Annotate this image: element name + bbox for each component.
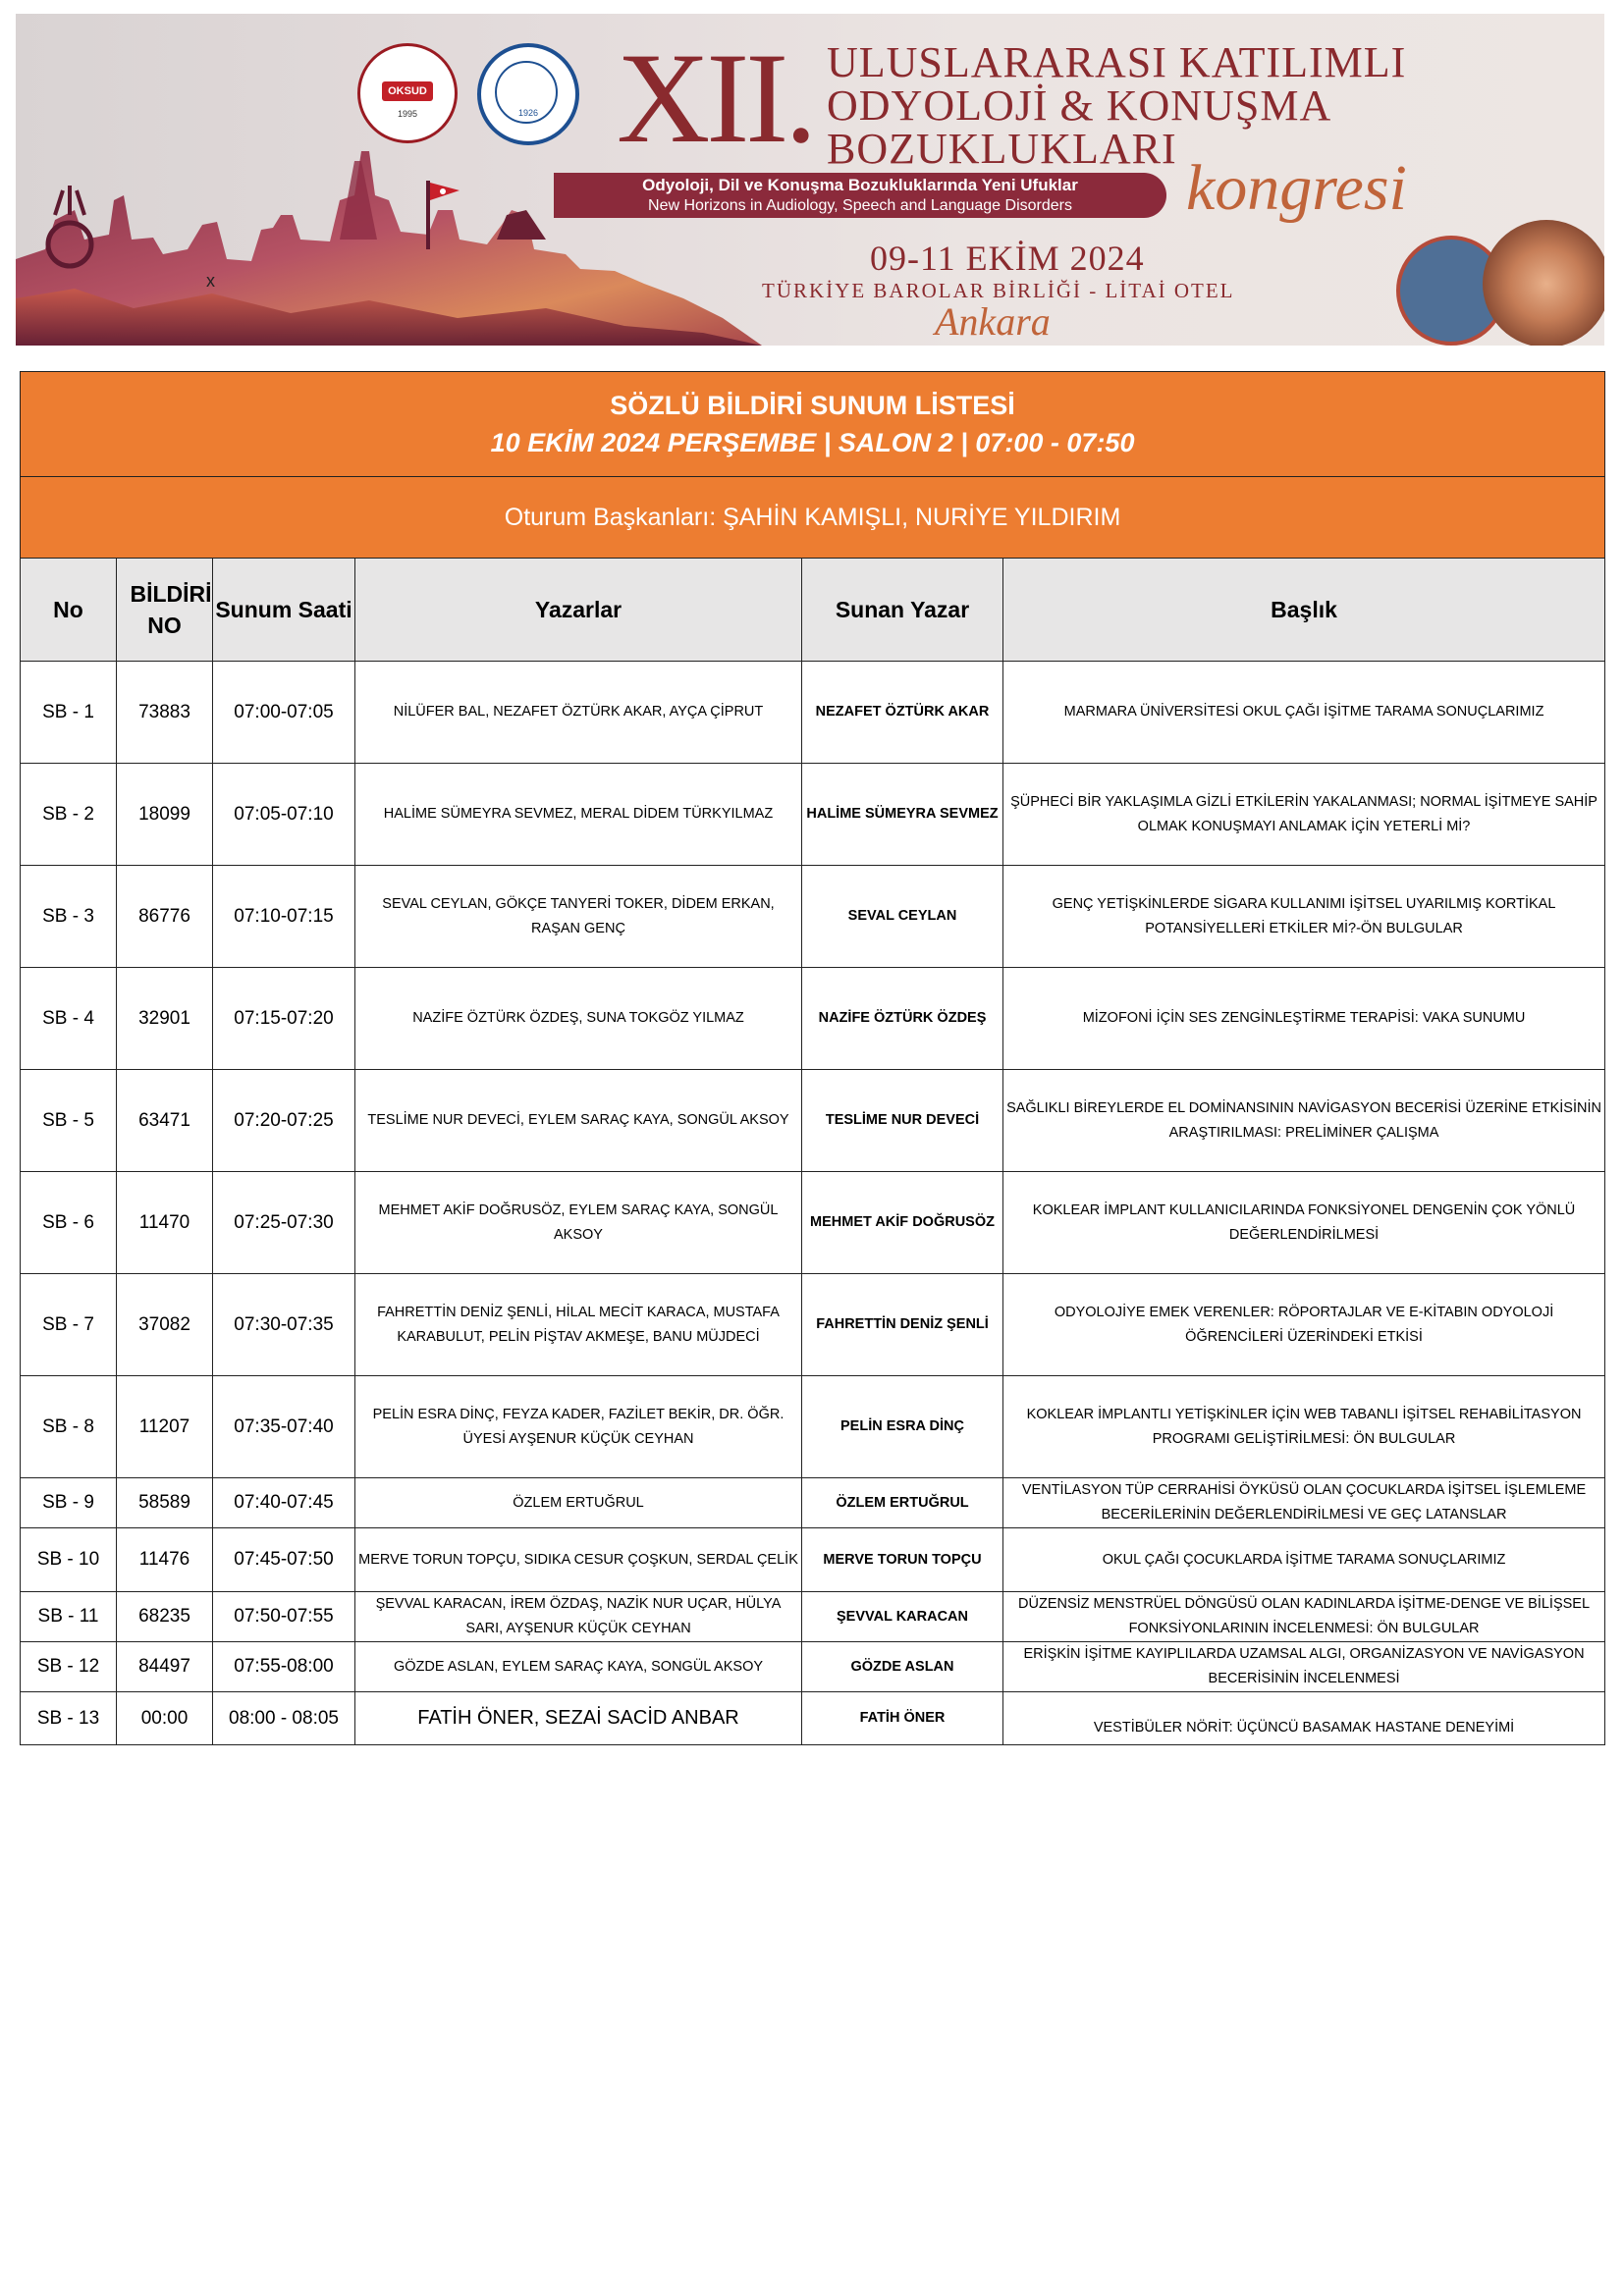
- cell-bildiri-no: 84497: [117, 1642, 213, 1692]
- cell-baslik: GENÇ YETİŞKİNLERDE SİGARA KULLANIMI İŞİTSEL UYARILMIŞ KORTİKAL POTANSİYELLERİ ETKİLER Mİ?-ÖN BULGULAR: [1003, 866, 1605, 968]
- session-chairs-row: [21, 477, 1605, 559]
- congress-word: kongresi: [1186, 152, 1407, 224]
- table-row: [21, 1172, 1605, 1274]
- table-row: [21, 1528, 1605, 1592]
- col-header-baslik: Başlık: [1003, 559, 1605, 662]
- cell-baslik: SAĞLIKLI BİREYLERDE EL DOMİNANSININ NAVİGASYON BECERİSİ ÜZERİNE ETKİSİNİN ARAŞTIRILMASI: PRELİMİNER ÇALIŞMA: [1003, 1070, 1605, 1172]
- cell-bildiri-no: 00:00: [117, 1692, 213, 1745]
- cell-no: SB - 1: [21, 662, 117, 764]
- stray-mark: x: [206, 271, 215, 291]
- cell-sunan-yazar: ŞEVVAL KARACAN: [802, 1592, 1003, 1642]
- cell-sunum-saati: 07:00-07:05: [213, 662, 355, 764]
- table-title: SÖZLÜ BİLDİRİ SUNUM LİSTESİ: [610, 391, 1015, 420]
- table-row: [21, 1070, 1605, 1172]
- cell-no: SB - 12: [21, 1642, 117, 1692]
- cell-baslik: VESTİBÜLER NÖRİT: ÜÇÜNCÜ BASAMAK HASTANE DENEYİMİ: [1003, 1692, 1605, 1745]
- cell-yazarlar: ŞEVVAL KARACAN, İREM ÖZDAŞ, NAZİK NUR UÇAR, HÜLYA SARI, AYŞENUR KÜÇÜK CEYHAN: [355, 1592, 802, 1642]
- cell-baslik: ERİŞKİN İŞİTME KAYIPLILARDA UZAMSAL ALGI, ORGANİZASYON VE NAVİGASYON BECERİSİNİN İNCELENMESİ: [1003, 1642, 1605, 1692]
- cell-no: SB - 7: [21, 1274, 117, 1376]
- cell-yazarlar: ÖZLEM ERTUĞRUL: [355, 1478, 802, 1528]
- cell-yazarlar: NAZİFE ÖZTÜRK ÖZDEŞ, SUNA TOKGÖZ YILMAZ: [355, 968, 802, 1070]
- cell-sunum-saati: 07:20-07:25: [213, 1070, 355, 1172]
- cell-baslik: OKUL ÇAĞI ÇOCUKLARDA İŞİTME TARAMA SONUÇLARIMIZ: [1003, 1528, 1605, 1592]
- cell-yazarlar: FATİH ÖNER, SEZAİ SACİD ANBAR: [355, 1692, 802, 1745]
- table-row: [21, 1642, 1605, 1692]
- cell-no: SB - 6: [21, 1172, 117, 1274]
- table-row: [21, 1692, 1605, 1745]
- cell-sunum-saati: 07:15-07:20: [213, 968, 355, 1070]
- session-info: 10 EKİM 2024 PERŞEMBE | SALON 2 | 07:00 - 07:50: [490, 428, 1135, 457]
- cell-sunan-yazar: MEHMET AKİF DOĞRUSÖZ: [802, 1172, 1003, 1274]
- gazi-university-logo: [477, 43, 579, 145]
- table-row: [21, 968, 1605, 1070]
- cell-bildiri-no: 11476: [117, 1528, 213, 1592]
- oksud-logo-badge: OKSUD: [382, 81, 433, 101]
- cell-baslik: KOKLEAR İMPLANT KULLANICILARINDA FONKSİYONEL DENGENİN ÇOK YÖNLÜ DEĞERLENDİRİLMESİ: [1003, 1172, 1605, 1274]
- cell-sunum-saati: 07:30-07:35: [213, 1274, 355, 1376]
- table-row: [21, 866, 1605, 968]
- cell-no: SB - 2: [21, 764, 117, 866]
- cell-no: SB - 10: [21, 1528, 117, 1592]
- cell-no: SB - 4: [21, 968, 117, 1070]
- congress-venue: TÜRKİYE BAROLAR BİRLİĞİ - LİTAİ OTEL: [762, 279, 1235, 302]
- cell-bildiri-no: 11207: [117, 1376, 213, 1478]
- cell-bildiri-no: 68235: [117, 1592, 213, 1642]
- table-row: [21, 764, 1605, 866]
- cell-sunum-saati: 07:05-07:10: [213, 764, 355, 866]
- table-title-cell: [21, 372, 1605, 477]
- col-header-sunan-yazar: Sunan Yazar: [802, 559, 1003, 662]
- cell-yazarlar: TESLİME NUR DEVECİ, EYLEM SARAÇ KAYA, SONGÜL AKSOY: [355, 1070, 802, 1172]
- cell-sunan-yazar: NAZİFE ÖZTÜRK ÖZDEŞ: [802, 968, 1003, 1070]
- congress-title-line-3: BOZUKLUKLARI: [827, 125, 1177, 173]
- cell-sunan-yazar: SEVAL CEYLAN: [802, 866, 1003, 968]
- col-header-yazarlar: Yazarlar: [355, 559, 802, 662]
- oksud-logo-year: 1995: [397, 109, 418, 119]
- table-title-row: [21, 372, 1605, 477]
- cell-sunan-yazar: PELİN ESRA DİNÇ: [802, 1376, 1003, 1478]
- cell-sunan-yazar: GÖZDE ASLAN: [802, 1642, 1003, 1692]
- cell-sunum-saati: 07:10-07:15: [213, 866, 355, 968]
- congress-dates: 09-11 EKİM 2024: [870, 239, 1145, 278]
- cell-yazarlar: MEHMET AKİF DOĞRUSÖZ, EYLEM SARAÇ KAYA, SONGÜL AKSOY: [355, 1172, 802, 1274]
- cell-sunan-yazar: NEZAFET ÖZTÜRK AKAR: [802, 662, 1003, 764]
- cell-sunan-yazar: MERVE TORUN TOPÇU: [802, 1528, 1003, 1592]
- cell-bildiri-no: 32901: [117, 968, 213, 1070]
- congress-title-line-1: ULUSLARARASI KATILIMLI: [827, 38, 1407, 86]
- congress-city: Ankara: [935, 299, 1051, 344]
- cell-baslik: VENTİLASYON TÜP CERRAHİSİ ÖYKÜSÜ OLAN ÇOCUKLARDA İŞİTSEL İŞLEMLEME BECERİLERİNİN DEĞERLENDİRİLMESİ VE GEÇ LATANSLAR: [1003, 1478, 1605, 1528]
- table-row: [21, 1592, 1605, 1642]
- cell-no: SB - 8: [21, 1376, 117, 1478]
- cell-bildiri-no: 18099: [117, 764, 213, 866]
- cell-bildiri-no: 73883: [117, 662, 213, 764]
- cell-sunan-yazar: HALİME SÜMEYRA SEVMEZ: [802, 764, 1003, 866]
- cell-sunan-yazar: TESLİME NUR DEVECİ: [802, 1070, 1003, 1172]
- oksud-logo: [357, 43, 458, 143]
- col-header-bildiri-no-text: BİLDİRİ NO: [130, 581, 212, 638]
- cell-baslik: MİZOFONİ İÇİN SES ZENGİNLEŞTİRME TERAPİSİ: VAKA SUNUMU: [1003, 968, 1605, 1070]
- cell-no: SB - 5: [21, 1070, 117, 1172]
- cell-yazarlar: SEVAL CEYLAN, GÖKÇE TANYERİ TOKER, DİDEM ERKAN, RAŞAN GENÇ: [355, 866, 802, 968]
- congress-theme-en: New Horizons in Audiology, Speech and Language Disorders: [648, 197, 1072, 214]
- cell-sunan-yazar: FATİH ÖNER: [802, 1692, 1003, 1745]
- cell-sunan-yazar: ÖZLEM ERTUĞRUL: [802, 1478, 1003, 1528]
- cell-yazarlar: FAHRETTİN DENİZ ŞENLİ, HİLAL MECİT KARACA, MUSTAFA KARABULUT, PELİN PİŞTAV AKMEŞE, BANU MÜJDECİ: [355, 1274, 802, 1376]
- table-row: [21, 1478, 1605, 1528]
- table-row: [21, 1376, 1605, 1478]
- cell-sunum-saati: 07:25-07:30: [213, 1172, 355, 1274]
- cell-yazarlar: PELİN ESRA DİNÇ, FEYZA KADER, FAZİLET BEKİR, DR. ÖĞR. ÜYESİ AYŞENUR KÜÇÜK CEYHAN: [355, 1376, 802, 1478]
- table-row: [21, 662, 1605, 764]
- gazi-logo-year: 1926: [517, 108, 539, 118]
- cell-baslik: ŞÜPHECİ BİR YAKLAŞIMLA GİZLİ ETKİLERİN YAKALANMASI; NORMAL İŞİTMEYE SAHİP OLMAK KONUŞMAYI ANLAMAK İÇİN YETERLİ Mİ?: [1003, 764, 1605, 866]
- congress-number: XII.: [617, 26, 814, 170]
- cell-yazarlar: HALİME SÜMEYRA SEVMEZ, MERAL DİDEM TÜRKYILMAZ: [355, 764, 802, 866]
- col-header-bildiri-no: [117, 559, 213, 662]
- table-row: [21, 1274, 1605, 1376]
- congress-banner: [16, 14, 1604, 346]
- cell-yazarlar: MERVE TORUN TOPÇU, SIDIKA CESUR ÇOŞKUN, SERDAL ÇELİK: [355, 1528, 802, 1592]
- cell-sunum-saati: 07:35-07:40: [213, 1376, 355, 1478]
- cell-bildiri-no: 11470: [117, 1172, 213, 1274]
- cell-sunum-saati: 07:55-08:00: [213, 1642, 355, 1692]
- cell-no: SB - 9: [21, 1478, 117, 1528]
- session-chairs: Oturum Başkanları: ŞAHİN KAMIŞLI, NURİYE YILDIRIM: [21, 477, 1605, 559]
- column-header-row: [21, 559, 1605, 662]
- col-header-no: No: [21, 559, 117, 662]
- ear-illustration: [1483, 220, 1604, 346]
- cell-baslik: ODYOLOJİYE EMEK VERENLER: RÖPORTAJLAR VE E-KİTABIN ODYOLOJİ ÖĞRENCİLERİ ÜZERİNDEKİ ETKİSİ: [1003, 1274, 1605, 1376]
- cell-sunum-saati: 07:40-07:45: [213, 1478, 355, 1528]
- cell-bildiri-no: 86776: [117, 866, 213, 968]
- cell-sunan-yazar: FAHRETTİN DENİZ ŞENLİ: [802, 1274, 1003, 1376]
- cell-sunum-saati: 07:50-07:55: [213, 1592, 355, 1642]
- cell-yazarlar: GÖZDE ASLAN, EYLEM SARAÇ KAYA, SONGÜL AKSOY: [355, 1642, 802, 1692]
- cell-baslik: KOKLEAR İMPLANTLI YETİŞKİNLER İÇİN WEB TABANLI İŞİTSEL REHABİLİTASYON PROGRAMI GELİŞTİRİLMESİ: ÖN BULGULAR: [1003, 1376, 1605, 1478]
- cell-bildiri-no: 37082: [117, 1274, 213, 1376]
- congress-theme-tr: Odyoloji, Dil ve Konuşma Bozukluklarında Yeni Ufuklar: [642, 176, 1078, 194]
- cell-no: SB - 13: [21, 1692, 117, 1745]
- cell-yazarlar: NİLÜFER BAL, NEZAFET ÖZTÜRK AKAR, AYÇA ÇİPRUT: [355, 662, 802, 764]
- cell-bildiri-no: 63471: [117, 1070, 213, 1172]
- congress-title-line-2: ODYOLOJİ & KONUŞMA: [827, 81, 1332, 130]
- presentation-schedule-table: [20, 371, 1605, 1745]
- cell-baslik: DÜZENSİZ MENSTRÜEL DÖNGÜSÜ OLAN KADINLARDA İŞİTME-DENGE VE BİLİŞSEL FONKSİYONLARININ İNCELENMESİ: ÖN BULGULAR: [1003, 1592, 1605, 1642]
- cell-bildiri-no: 58589: [117, 1478, 213, 1528]
- congress-theme-bar: [554, 173, 1166, 218]
- cell-no: SB - 3: [21, 866, 117, 968]
- col-header-sunum-saati: Sunum Saati: [213, 559, 355, 662]
- cell-baslik: MARMARA ÜNİVERSİTESİ OKUL ÇAĞI İŞİTME TARAMA SONUÇLARIMIZ: [1003, 662, 1605, 764]
- cell-sunum-saati: 08:00 - 08:05: [213, 1692, 355, 1745]
- cell-no: SB - 11: [21, 1592, 117, 1642]
- cell-sunum-saati: 07:45-07:50: [213, 1528, 355, 1592]
